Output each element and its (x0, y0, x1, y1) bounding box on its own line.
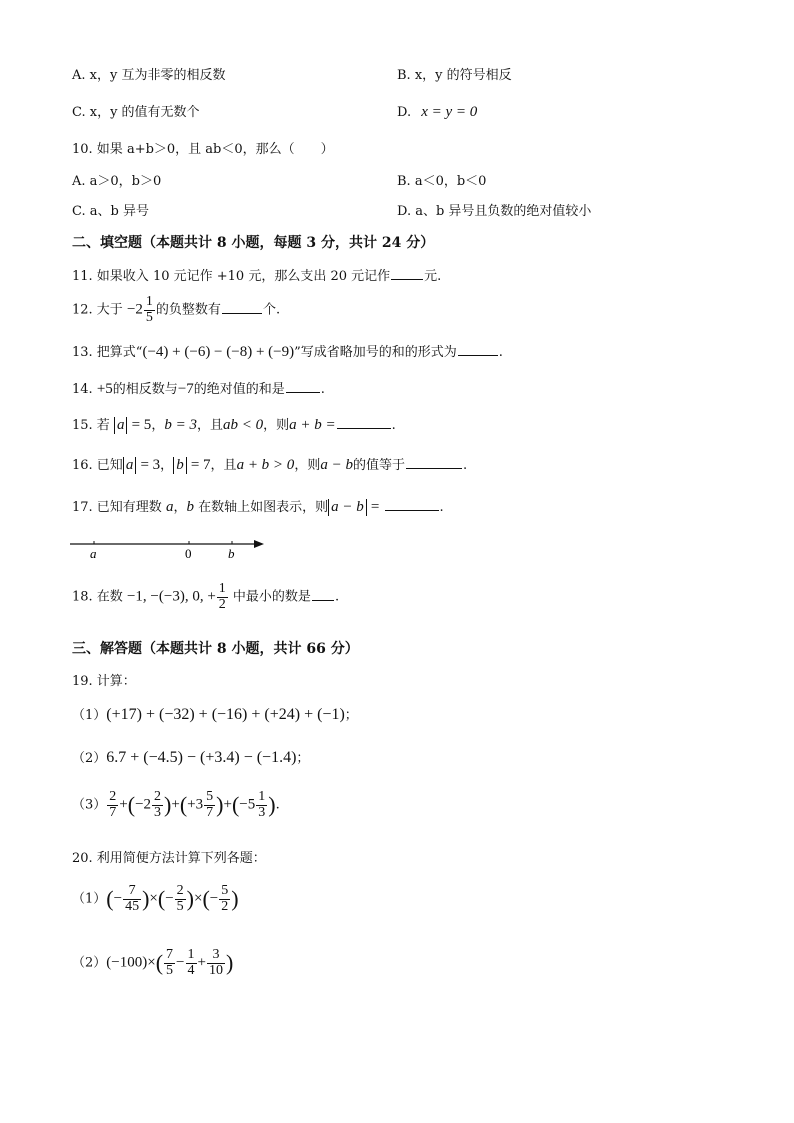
q9-option-d-math: x = y = 0 (421, 104, 478, 120)
q14-pre: 14. (72, 382, 93, 397)
q17-b: b (186, 499, 194, 515)
q20-p1-times2: × (194, 890, 203, 907)
q17 (72, 498, 444, 516)
q19-p3-op1: + (119, 796, 128, 813)
q20-p1-frac2 (175, 884, 186, 914)
q16-pre: 16. 已知 (72, 458, 123, 473)
q18-num: 1 (218, 581, 226, 596)
q17-c1: ， (173, 500, 187, 515)
q14-mid: 的相反数与 (112, 382, 178, 397)
q11-text: 11. 如果收入 10 元记作 +10 元，那么支出 20 元记作 (72, 269, 391, 284)
q20-p1-frac1 (123, 884, 141, 914)
q13-after: . (498, 345, 503, 360)
q17-a: a (165, 499, 174, 515)
q19-p3-t4-num: 1 (258, 789, 266, 804)
q19-part2 (72, 748, 309, 767)
q16-blank (406, 467, 462, 469)
q16-cond: a + b > 0 (236, 457, 295, 473)
q19-p3-lparen2: ( (179, 791, 188, 817)
q12-num: 1 (145, 294, 153, 309)
q16-c1: ， (160, 458, 174, 473)
q16-ask: a − b (320, 457, 353, 473)
q15-cond: ab < 0 (222, 417, 264, 433)
q15 (72, 416, 396, 434)
q20-p1-rparen2: ) (186, 885, 194, 911)
numberline-label-b: b (228, 546, 235, 561)
q19-p3-op2: + (171, 796, 180, 813)
q10-option-d: D. a、b 异号且负数的绝对值较小 (397, 204, 592, 219)
q11 (72, 269, 441, 285)
q20-p2-frac2 (186, 948, 197, 978)
section-2-title: 二、填空题（本题共计 8 小题，每题 3 分，共计 24 分） (72, 235, 435, 251)
q20-part2 (72, 948, 233, 978)
q16-abs-a: a (123, 457, 137, 474)
q15-blank (337, 427, 391, 429)
q19-p3-frac1 (107, 790, 118, 820)
numberline-label-0: 0 (185, 546, 192, 561)
q19-p3-rparen2: ) (216, 791, 224, 817)
q19-p3-rparen3: ) (268, 791, 276, 817)
q14-post: 的绝对值的和是 (193, 382, 285, 397)
q17-after: . (439, 500, 444, 515)
q20-part1 (72, 884, 239, 914)
number-line (68, 532, 278, 562)
q19-p3-t3-whole: +3 (187, 796, 204, 813)
q20-p1-f2-num: 2 (176, 883, 184, 898)
q18-fraction (217, 582, 228, 612)
q20-p2-f3-num: 3 (207, 948, 225, 964)
q13-pre: 13. 把算式“ (72, 345, 143, 360)
q19-p3-t2-whole: −2 (135, 796, 152, 813)
q19-p3-frac2 (152, 790, 163, 820)
q20-p1-f1-num: 7 (123, 884, 141, 900)
q15-c3: ，则 (263, 418, 290, 433)
q9-option-d (397, 103, 477, 121)
q18 (72, 582, 339, 612)
q13-post: ”写成省略加号的和的形式为 (294, 345, 457, 360)
q19-p2-expr: 6.7 + (−4.5) − (+3.4) − (−1.4) (106, 749, 297, 766)
q15-ask: a + b = (289, 417, 336, 433)
q20-p2-frac3 (207, 948, 225, 978)
q19-p3-f1-num: 2 (109, 789, 117, 804)
q19-p3-t3-num: 5 (206, 789, 214, 804)
q15-b-eq: b = 3 (164, 417, 197, 433)
q11-blank (391, 278, 423, 280)
q16-c3: ，则 (294, 458, 321, 473)
q15-after: . (391, 418, 396, 433)
q20-p1-rparen1: ) (142, 885, 150, 911)
q16-after: . (462, 458, 468, 473)
q20-p2-minus: − (176, 954, 185, 971)
q20-p1-lparen2: ( (157, 885, 166, 911)
q20-p2-f3-den: 10 (208, 962, 223, 978)
q15-abs-a: a (114, 417, 128, 434)
q19-p1-expr: (+17) + (−32) + (−16) + (+24) + (−1) (106, 706, 345, 723)
q19-p3-end: . (275, 797, 280, 813)
q16-post: 的值等于 (352, 458, 405, 473)
q18-blank (312, 599, 334, 601)
q19-p2-label: （2） (72, 751, 107, 766)
q19-p3-lparen3: ( (231, 791, 240, 817)
q18-post: 中最小的数是 (232, 589, 311, 605)
q20-p1-minus2: − (165, 890, 174, 907)
q20-p2-pre: (−100) (106, 954, 148, 971)
q19-p3-t4-den: 3 (258, 804, 266, 820)
q19-p3-t3-den: 7 (206, 804, 214, 820)
q13-expr: (−4) + (−6) − (−8) + (−9) (142, 344, 295, 360)
q14-after: . (320, 382, 325, 397)
q20-p1-f1-den: 45 (125, 898, 140, 914)
q10-option-b: B. a＜0，b＜0 (397, 174, 487, 189)
q20-p1-label: （1） (72, 891, 107, 907)
q12 (72, 295, 280, 325)
q20-p2-f1-den: 5 (166, 962, 174, 978)
q19-part3 (72, 790, 280, 820)
q16-eq2: = 7 (190, 457, 211, 473)
q12-post: 的负整数有 (155, 302, 221, 318)
q14 (72, 380, 325, 398)
q19-p3-lparen: ( (127, 791, 136, 817)
q12-after: 个. (262, 302, 281, 318)
q16-abs-b: b (173, 457, 187, 474)
q19-p3-f1-den: 7 (109, 804, 117, 820)
q19-p3-t2-den: 3 (154, 804, 162, 820)
q17-abs: a − b (328, 499, 367, 516)
q17-eq: = (370, 499, 380, 515)
q14-expr2: −7 (177, 381, 194, 397)
q18-after: . (334, 589, 340, 605)
q19-p3-rparen: ) (164, 791, 172, 817)
q19-stem: 19. 计算： (72, 674, 136, 689)
numberline-label-a: a (90, 546, 97, 561)
q18-seq: −1, −(−3), 0, + (126, 588, 216, 605)
q13-blank (458, 354, 498, 356)
q19-p3-op3: + (223, 796, 232, 813)
section-3-title: 三、解答题（本题共计 8 小题，共计 66 分） (72, 641, 359, 657)
q20-p1-f3-num: 5 (221, 883, 229, 898)
q20-p2-f2-den: 4 (187, 962, 195, 978)
q12-whole: −2 (126, 301, 143, 318)
q19-p1-end: ； (344, 708, 358, 723)
q20-p2-f2-num: 1 (187, 947, 195, 962)
q20-p1-f3-den: 2 (221, 898, 229, 914)
q9-option-c: C. x，y 的值有无数个 (72, 105, 200, 120)
q11-after: 元. (424, 269, 442, 284)
q15-pre: 15. 若 (72, 418, 110, 433)
q19-p3-frac3 (204, 790, 215, 820)
q12-pre: 12. 大于 (72, 302, 123, 318)
q20-p1-rparen3: ) (231, 885, 239, 911)
q19-p3-t4-whole: −5 (239, 796, 256, 813)
q16 (72, 456, 467, 474)
q20-p1-minus1: − (113, 890, 123, 907)
q10-option-a: A. a＞0，b＞0 (72, 174, 162, 189)
q20-p1-lparen3: ( (202, 885, 210, 911)
q20-stem: 20. 利用简便方法计算下列各题： (72, 851, 266, 866)
q15-c2: ，且 (196, 418, 223, 433)
number-line-arrow (254, 540, 264, 548)
q13 (72, 343, 503, 361)
q20-p1-minus3: − (209, 890, 219, 907)
q19-p3-label: （3） (72, 797, 107, 813)
q19-p1-label: （1） (72, 708, 107, 723)
q20-p1-f2-den: 5 (176, 898, 184, 914)
q17-post: 在数轴上如图表示，则 (198, 500, 329, 515)
q20-p2-frac1 (164, 948, 175, 978)
q19-p2-end: ； (296, 751, 310, 766)
q20-p2-lparen: ( (155, 949, 164, 975)
q20-p1-frac3 (219, 884, 230, 914)
q17-blank (385, 509, 439, 511)
q10-stem: 10. 如果 a+b＞0，且 ab＜0，那么（ ） (72, 142, 334, 157)
q9-option-d-label: D. (397, 105, 412, 120)
q14-blank (286, 391, 320, 393)
q18-pre: 18. 在数 (72, 589, 123, 605)
q12-fraction (144, 295, 155, 325)
q14-expr1: +5 (96, 381, 113, 397)
q19-p3-frac4 (256, 790, 267, 820)
q19-p3-t2-num: 2 (154, 789, 162, 804)
q20-p1-times1: × (149, 890, 158, 907)
q16-c2: ，且 (210, 458, 237, 473)
q20-p2-rparen: ) (225, 949, 234, 975)
q19-part1 (72, 705, 358, 724)
q20-p2-plus: + (197, 954, 206, 971)
q18-den: 2 (218, 596, 226, 612)
q20-p1-lparen1: ( (106, 885, 114, 911)
q15-c1: ， (151, 418, 165, 433)
q10-option-c: C. a、b 异号 (72, 204, 149, 219)
q9-option-a: A. x，y 互为非零的相反数 (72, 68, 226, 83)
q20-p2-label: （2） (72, 955, 107, 971)
q17-pre: 17. 已知有理数 (72, 500, 162, 515)
q16-eq1: = 3 (140, 457, 161, 473)
q9-option-b: B. x，y 的符号相反 (397, 68, 512, 83)
q12-blank (222, 312, 262, 314)
q12-den: 5 (145, 309, 153, 325)
q20-p2-f1-num: 7 (166, 947, 174, 962)
q20-p2-times: × (147, 954, 156, 971)
q15-eq1: = 5 (131, 417, 152, 433)
